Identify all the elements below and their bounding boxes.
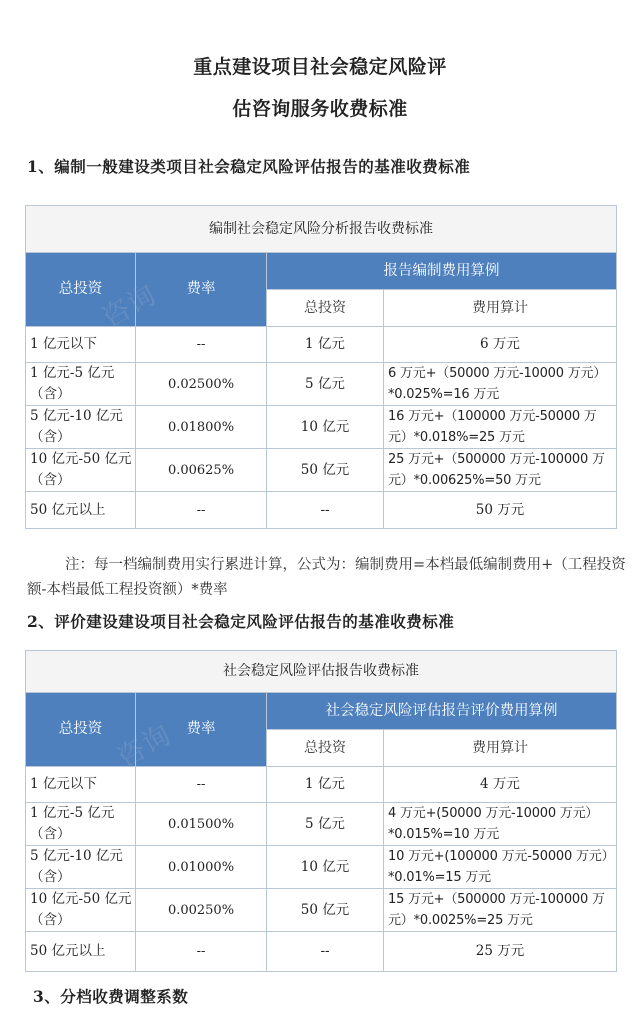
- calc-cell: 25 万元+（500000 万元-100000 万元）*0.00625%=50 万元: [384, 449, 617, 492]
- amount-cell: 5 亿元: [267, 803, 384, 846]
- table-row: [26, 449, 617, 492]
- table-row: [26, 327, 617, 363]
- section-heading-2: 2、评价建设建设项目社会稳定风险评估报告的基准收费标准: [27, 612, 455, 631]
- calc-cell: 50 万元: [384, 492, 617, 529]
- rate-cell: 0.01500%: [136, 803, 267, 846]
- calc-cell: 15 万元+（500000 万元-100000 万元）*0.0025%=25 万元: [384, 889, 617, 932]
- page-title-line-1: 重点建设项目社会稳定风险评: [193, 56, 447, 78]
- calc-cell: 6 万元: [384, 327, 617, 363]
- subheader-total-investment: 总投资: [267, 290, 384, 327]
- watermark-text: 咨询: [111, 718, 177, 775]
- calc-cell: 25 万元: [384, 932, 617, 972]
- range-cell: 1 亿元-5 亿元（含）: [26, 803, 136, 846]
- subheader-fee-calc: 费用算计: [384, 730, 617, 767]
- amount-cell: --: [267, 492, 384, 529]
- header-rate: 费率: [136, 253, 267, 327]
- rate-cell: --: [136, 932, 267, 972]
- subheader-fee-calc: 费用算计: [384, 290, 617, 327]
- amount-cell: 1 亿元: [267, 767, 384, 803]
- page-title-line-2: 估咨询服务收费标准: [232, 98, 408, 120]
- table-row: [26, 363, 617, 406]
- calc-cell: 16 万元+（100000 万元-50000 万元）*0.018%=25 万元: [384, 406, 617, 449]
- rate-cell: 0.02500%: [136, 363, 267, 406]
- range-cell: 1 亿元-5 亿元（含）: [26, 363, 136, 406]
- header-example: 社会稳定风险评估报告评价费用算例: [267, 693, 617, 730]
- subheader-total-investment: 总投资: [267, 730, 384, 767]
- rate-cell: 0.00625%: [136, 449, 267, 492]
- table-caption: 社会稳定风险评估报告收费标准: [26, 651, 617, 693]
- header-rate: 费率: [136, 693, 267, 767]
- header-example: 报告编制费用算例: [267, 253, 617, 290]
- table-row: [26, 846, 617, 889]
- formula-note: 注：每一档编制费用实行累进计算，公式为：编制费用=本档最低编制费用+（工程投资额-本档最低工程投资额）*费率: [27, 557, 626, 598]
- range-cell: 50 亿元以上: [26, 492, 136, 529]
- table-row: [26, 492, 617, 529]
- section-heading-3: 3、分档收费调整系数: [33, 987, 189, 1006]
- rate-cell: 0.01800%: [136, 406, 267, 449]
- amount-cell: 10 亿元: [267, 406, 384, 449]
- range-cell: 1 亿元以下: [26, 327, 136, 363]
- amount-cell: --: [267, 932, 384, 972]
- range-cell: 5 亿元-10 亿元（含）: [26, 406, 136, 449]
- header-total-investment: 总投资: [26, 253, 136, 327]
- rate-cell: 0.00250%: [136, 889, 267, 932]
- range-cell: 5 亿元-10 亿元（含）: [26, 846, 136, 889]
- calc-cell: 10 万元+(100000 万元-50000 万元）*0.01%=15 万元: [384, 846, 617, 889]
- table-caption: 编制社会稳定风险分析报告收费标准: [26, 206, 617, 253]
- range-cell: 50 亿元以上: [26, 932, 136, 972]
- rate-cell: --: [136, 767, 267, 803]
- table-row: [26, 932, 617, 972]
- calc-cell: 4 万元: [384, 767, 617, 803]
- fee-table-compilation: [25, 205, 617, 529]
- amount-cell: 10 亿元: [267, 846, 384, 889]
- amount-cell: 50 亿元: [267, 449, 384, 492]
- watermark-text: 咨询: [96, 278, 162, 335]
- table-row: [26, 767, 617, 803]
- amount-cell: 1 亿元: [267, 327, 384, 363]
- header-total-investment: 总投资: [26, 693, 136, 767]
- rate-cell: 0.01000%: [136, 846, 267, 889]
- section-heading-1: 1、编制一般建设类项目社会稳定风险评估报告的基准收费标准: [27, 157, 471, 176]
- table-row: [26, 406, 617, 449]
- table-row: [26, 889, 617, 932]
- amount-cell: 5 亿元: [267, 363, 384, 406]
- calc-cell: 4 万元+(50000 万元-10000 万元）*0.015%=10 万元: [384, 803, 617, 846]
- table-row: [26, 803, 617, 846]
- range-cell: 1 亿元以下: [26, 767, 136, 803]
- range-cell: 10 亿元-50 亿元（含）: [26, 449, 136, 492]
- fee-table-evaluation: [25, 650, 617, 972]
- range-cell: 10 亿元-50 亿元（含）: [26, 889, 136, 932]
- rate-cell: --: [136, 492, 267, 529]
- rate-cell: --: [136, 327, 267, 363]
- calc-cell: 6 万元+（50000 万元-10000 万元）*0.025%=16 万元: [384, 363, 617, 406]
- amount-cell: 50 亿元: [267, 889, 384, 932]
